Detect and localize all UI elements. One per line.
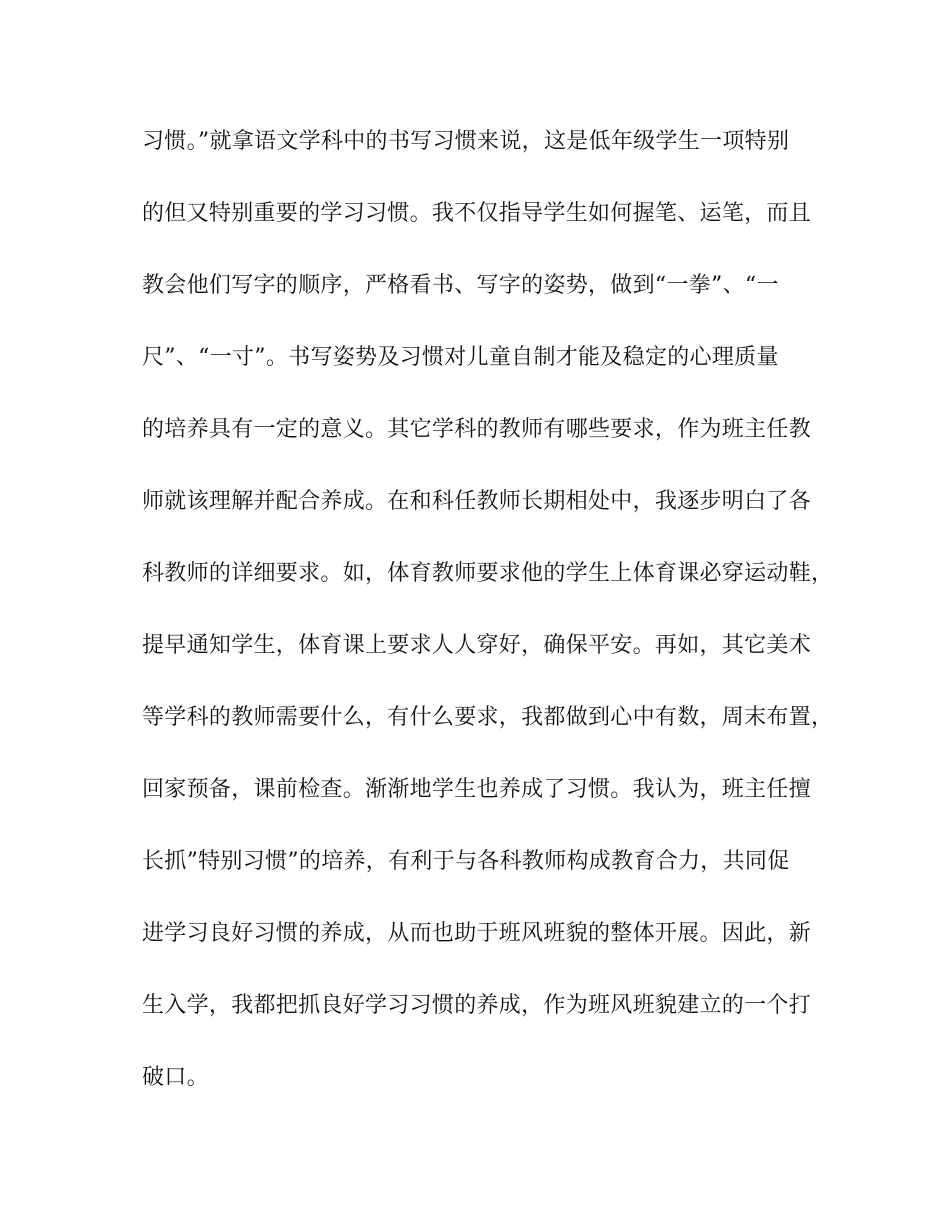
text-line: 的但又特别重要的学习习惯。我不仅指导学生如何握笔、运笔，而且 (142, 201, 812, 226)
text-line: 等学科的教师需要什么，有什么要求，我都做到心中有数，周末布置， (142, 705, 834, 730)
body-paragraph (142, 118, 834, 1126)
text-line: 的培养具有一定的意义。其它学科的教师有哪些要求，作为班主任教 (142, 417, 812, 442)
text-line: 回家预备，课前检查。渐渐地学生也养成了习惯。我认为，班主任擅 (142, 777, 812, 802)
text-line: 习惯。”就拿语文学科中的书写习惯来说，这是低年级学生一项特别 (142, 129, 790, 154)
text-line: 师就该理解并配合养成。在和科任教师长期相处中，我逐步明白了各 (142, 489, 812, 514)
text-line: 教会他们写字的顺序，严格看书、写字的姿势，做到“一拳”、“一 (142, 273, 779, 298)
text-line: 尺”、“一寸”。书写姿势及习惯对儿童自制才能及稳定的心理质量 (142, 345, 779, 370)
text-line: 科教师的详细要求。如，体育教师要求他的学生上体育课必穿运动鞋， (142, 561, 834, 586)
text-line: 长抓”特别习惯”的培养，有利于与各科教师构成教育合力，共同促 (142, 849, 790, 874)
text-line: 进学习良好习惯的养成，从而也助于班风班貌的整体开展。因此，新 (142, 921, 812, 946)
text-line: 破口。 (142, 1065, 209, 1090)
text-line: 生入学，我都把抓良好学习习惯的养成，作为班风班貌建立的一个打 (142, 993, 812, 1018)
text-line: 提早通知学生，体育课上要求人人穿好，确保平安。再如，其它美术 (142, 633, 812, 658)
